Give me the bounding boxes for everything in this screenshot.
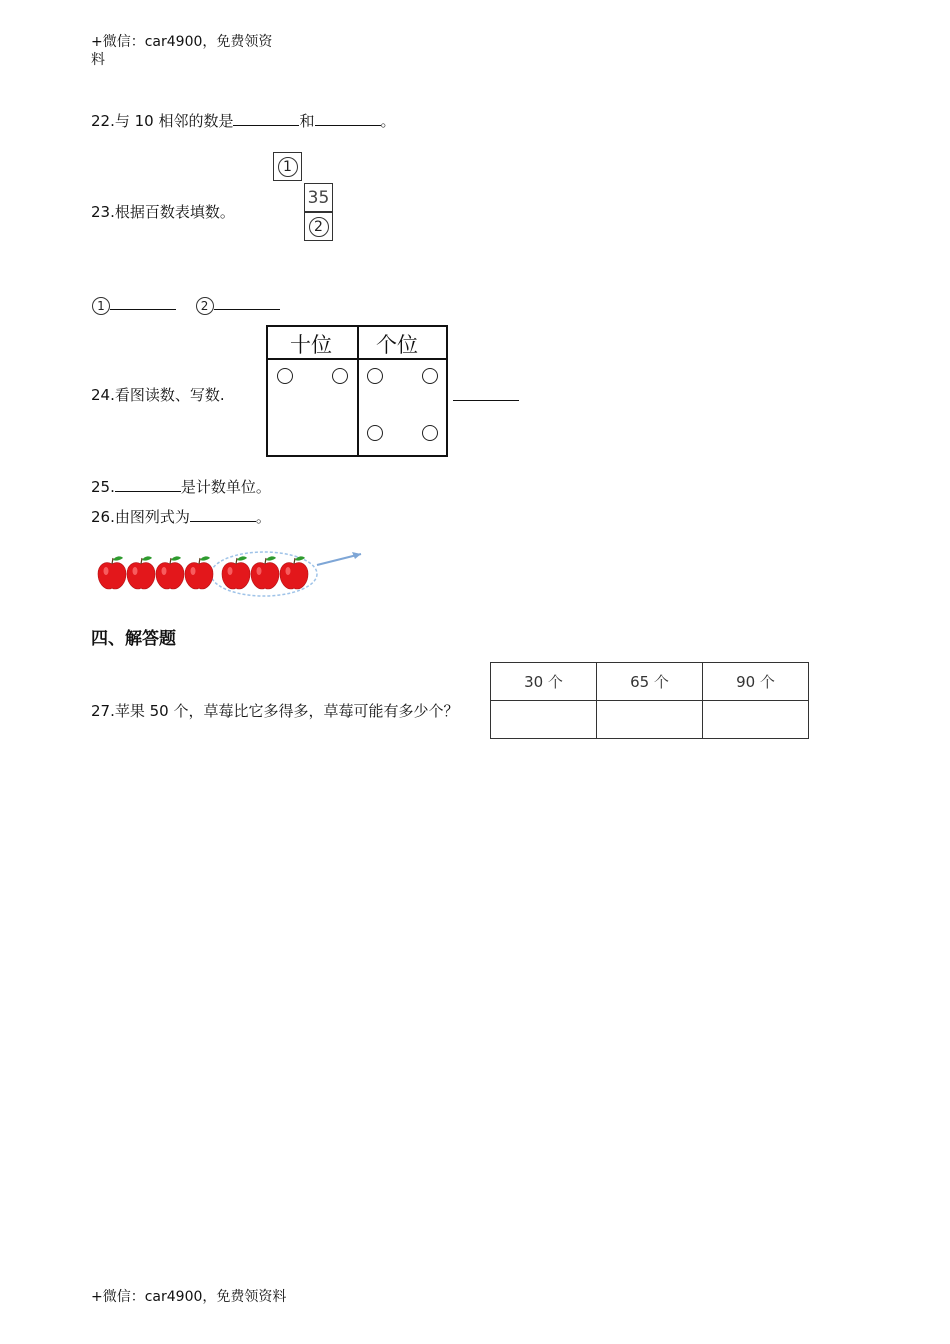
table-row [491, 701, 809, 739]
apple-icon [280, 556, 308, 589]
ones-bead [422, 368, 438, 384]
option-cell: 65 个 [597, 663, 703, 701]
tens-bead [332, 368, 348, 384]
tens-label: 十位 [290, 333, 332, 357]
ones-label: 个位 [376, 333, 418, 357]
question-22 [91, 111, 396, 131]
question-26 [91, 507, 271, 527]
q26-suffix: 。 [255, 508, 271, 526]
q22-blank-2[interactable] [315, 111, 381, 126]
apple-icon [251, 556, 279, 589]
q26-blank[interactable] [190, 507, 256, 522]
tens-bead [277, 368, 293, 384]
apple-icon [156, 556, 184, 589]
q24-answer [453, 386, 519, 405]
q23-blank-1[interactable] [110, 295, 176, 310]
q22-middle: 和 [299, 112, 315, 130]
answer-cell[interactable] [703, 701, 809, 739]
q22-blank-1[interactable] [233, 111, 299, 126]
question-25 [91, 477, 271, 497]
question-24: 24.看图读数、写数. [91, 386, 225, 404]
option-cell: 30 个 [491, 663, 597, 701]
board-divider [357, 327, 359, 455]
q25-prefix: 25. [91, 478, 115, 496]
question-23: 23.根据百数表填数。 [91, 203, 235, 221]
q25-blank[interactable] [115, 477, 181, 492]
answer-cell[interactable] [597, 701, 703, 739]
chart-cell-2: 2 [304, 212, 333, 241]
ones-bead [422, 425, 438, 441]
apple-icon [185, 556, 213, 589]
chart-cell-35: 35 [304, 183, 333, 212]
q24-blank[interactable] [453, 386, 519, 401]
header-watermark: +微信：car4900，免费领资料 [91, 34, 273, 68]
q26-prefix: 26.由图列式为 [91, 508, 190, 526]
ones-bead [367, 425, 383, 441]
q25-suffix: 是计数单位。 [180, 478, 271, 496]
option-cell: 90 个 [703, 663, 809, 701]
place-value-board [266, 325, 448, 457]
apples-figure [93, 545, 373, 601]
q23-blank-2[interactable] [214, 295, 280, 310]
footer-watermark: +微信：car4900，免费领资料 [91, 1289, 287, 1305]
apple-icon [98, 556, 126, 589]
options-table [490, 662, 809, 739]
q23-answer-label-1: 1 [92, 297, 110, 315]
apple-icon [127, 556, 155, 589]
ones-bead [367, 368, 383, 384]
q23-answers [92, 295, 280, 315]
apple-icon [222, 556, 250, 589]
section-title: 四、解答题 [91, 629, 176, 649]
q22-prefix: 22.与 10 相邻的数是 [91, 112, 234, 130]
answer-cell[interactable] [491, 701, 597, 739]
question-27: 27.苹果 50 个，草莓比它多得多，草莓可能有多少个？ [91, 702, 459, 720]
chart-cell-1: 1 [273, 152, 302, 181]
table-row [491, 663, 809, 701]
q22-suffix: 。 [380, 112, 396, 130]
q23-answer-label-2: 2 [196, 297, 214, 315]
